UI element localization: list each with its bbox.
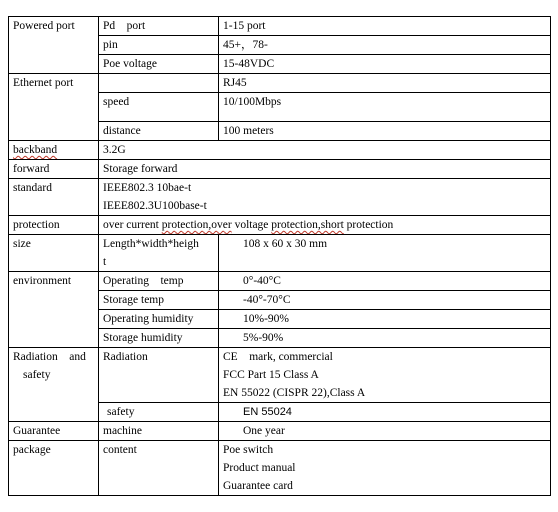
storage-temp-value: -40°-70°C xyxy=(219,291,551,310)
storage-temp-label: Storage temp xyxy=(99,291,219,310)
size-label-line-2: t xyxy=(103,256,107,268)
speed-value: 10/100Mbps xyxy=(219,93,551,122)
size-value: 108 x 60 x 30 mm xyxy=(219,235,551,272)
table-row xyxy=(9,74,551,93)
standard-category: standard xyxy=(9,179,99,216)
size-category: size xyxy=(9,235,99,272)
table-row xyxy=(9,348,551,403)
guarantee-label: machine xyxy=(99,422,219,441)
storage-humidity-label: Storage humidity xyxy=(99,329,219,348)
protection-text-post: protection xyxy=(343,219,394,231)
operating-temp-value: 0°-40°C xyxy=(219,272,551,291)
table-row xyxy=(9,441,551,496)
protection-text-sq1: protection,over xyxy=(161,219,232,231)
size-label xyxy=(99,235,219,272)
table-row xyxy=(9,179,551,216)
radiation-line-2: FCC Part 15 Class A xyxy=(223,369,319,381)
package-label: content xyxy=(99,441,219,496)
storage-humidity-value: 5%-90% xyxy=(219,329,551,348)
safety-value: EN 55024 xyxy=(219,403,551,422)
powered-port-category: Powered port xyxy=(9,17,99,74)
distance-label: distance xyxy=(99,122,219,141)
package-value xyxy=(219,441,551,496)
forward-category: forward xyxy=(9,160,99,179)
standard-line-2: IEEE802.3U100base-t xyxy=(103,200,207,212)
package-line-2: Product manual xyxy=(223,462,296,474)
poe-voltage-value: 15-48VDC xyxy=(219,55,551,74)
package-line-3: Guarantee card xyxy=(223,480,293,492)
table-row xyxy=(9,422,551,441)
table-row xyxy=(9,216,551,235)
spec-table xyxy=(8,16,551,496)
ethernet-port-category: Ethernet port xyxy=(9,74,99,141)
package-category: package xyxy=(9,441,99,496)
protection-text-pre: over current xyxy=(103,219,162,231)
pin-value: 45+，78- xyxy=(219,36,551,55)
standard-line-1: IEEE802.3 10bae-t xyxy=(103,182,192,194)
forward-value: Storage forward xyxy=(99,160,551,179)
protection-text-sq2: protection,short xyxy=(271,219,344,231)
operating-temp-label: Operating temp xyxy=(99,272,219,291)
distance-value: 100 meters xyxy=(219,122,551,141)
poe-voltage-label: Poe voltage xyxy=(99,55,219,74)
radiation-line-3: EN 55022 (CISPR 22),Class A xyxy=(223,387,366,399)
environment-category: environment xyxy=(9,272,99,348)
connector-value: RJ45 xyxy=(219,74,551,93)
backband-category-text: backband xyxy=(13,144,58,156)
safety-label: safety xyxy=(99,403,219,422)
radiation-value xyxy=(219,348,551,403)
backband-category xyxy=(9,141,99,160)
radiation-label: Radiation xyxy=(99,348,219,403)
protection-text-mid: voltage xyxy=(231,219,272,231)
size-label-line-1: Length*width*heigh xyxy=(103,238,199,250)
radiation-safety-category-line-1: Radiation and xyxy=(13,351,86,363)
protection-category: protection xyxy=(9,216,99,235)
guarantee-category: Guarantee xyxy=(9,422,99,441)
table-row xyxy=(9,141,551,160)
table-row xyxy=(9,235,551,272)
operating-humidity-label: Operating humidity xyxy=(99,310,219,329)
package-line-1: Poe switch xyxy=(223,444,274,456)
table-row xyxy=(9,17,551,36)
table-row xyxy=(9,160,551,179)
connector-label xyxy=(99,74,219,93)
guarantee-value: One year xyxy=(219,422,551,441)
operating-humidity-value: 10%-90% xyxy=(219,310,551,329)
speed-label: speed xyxy=(99,93,219,122)
backband-value: 3.2G xyxy=(99,141,551,160)
radiation-safety-category xyxy=(9,348,99,422)
radiation-safety-category-line-2: safety xyxy=(23,369,51,381)
pin-label: pin xyxy=(99,36,219,55)
radiation-line-1: CE mark, commercial xyxy=(223,351,333,363)
standard-value xyxy=(99,179,551,216)
protection-value xyxy=(99,216,551,235)
pd-port-label: Pd port xyxy=(99,17,219,36)
table-row xyxy=(9,272,551,291)
pd-port-value: 1-15 port xyxy=(219,17,551,36)
